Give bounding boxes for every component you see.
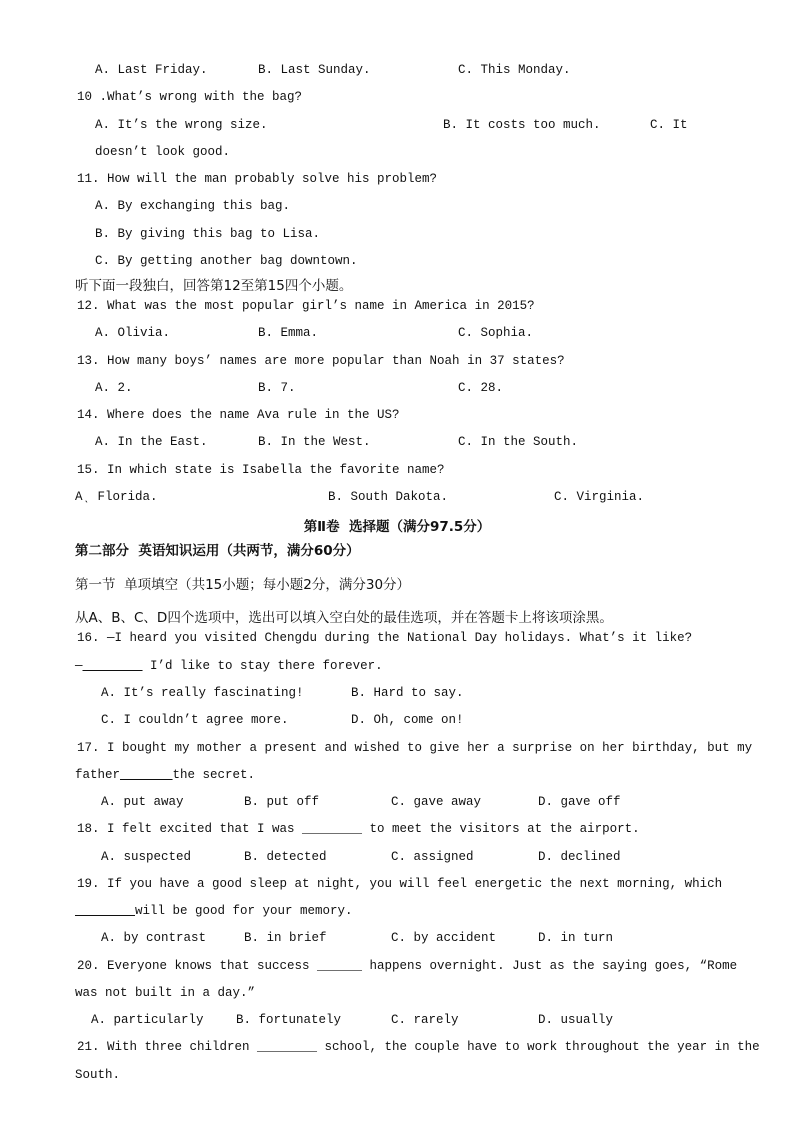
q10-option-c-continued: doesn’t look good.	[95, 145, 231, 159]
q15-option-b: B. South Dakota.	[328, 490, 449, 504]
q19-line2-post: will be good for your memory.	[135, 904, 353, 918]
q19-option-b: B. in brief	[244, 931, 327, 945]
q15-stem: 15. In which state is Isabella the favorite name?	[77, 463, 445, 477]
q10-option-a: A. It’s the wrong size.	[95, 118, 268, 132]
q12-option-a: A. Olivia.	[95, 326, 171, 340]
q18-option-a: A. suspected	[101, 850, 192, 864]
q20-line2: was not built in a day.”	[75, 986, 256, 1000]
monologue-instruction: 听下面一段独白，回答第12至第15四个小题。	[75, 278, 353, 294]
q14-option-c: C. In the South.	[458, 435, 579, 449]
section-1-heading: 第一节 单项填空（共15小题；每小题2分，满分30分）	[75, 577, 411, 593]
q21-line2: South.	[75, 1068, 121, 1082]
q21-stem: 21. With three children ________ school, the couple have to work throughout the year in the	[77, 1040, 760, 1054]
section-1-instruction: 从A、B、C、D四个选项中，选出可以填入空白处的最佳选项，并在答题卡上将该项涂黑。	[75, 610, 613, 626]
q17-option-b: B. put off	[244, 795, 320, 809]
q13-option-a: A. 2.	[95, 381, 133, 395]
q9-option-c: C. This Monday.	[458, 63, 571, 77]
q19-option-d: D. in turn	[538, 931, 614, 945]
q17-line2-pre: father	[75, 768, 121, 782]
q17-stem: 17. I bought my mother a present and wished to give her a surprise on her birthday, but my	[77, 741, 753, 755]
q11-option-c: C. By getting another bag downtown.	[95, 254, 358, 268]
q10-stem: 10 .What’s wrong with the bag?	[77, 90, 303, 104]
q19-blank: ________	[75, 904, 136, 918]
q16-option-c: C. I couldn’t agree more.	[101, 713, 289, 727]
q19-option-c: C. by accident	[391, 931, 497, 945]
q16-option-b: B. Hard to say.	[351, 686, 464, 700]
q13-option-c: C. 28.	[458, 381, 504, 395]
q19-option-a: A. by contrast	[101, 931, 207, 945]
volume-2-heading: 第Ⅱ卷 选择题（满分97.5分）	[303, 519, 491, 535]
q19-stem: 19. If you have a good sleep at night, you will feel energetic the next morning, which	[77, 877, 723, 891]
q16-dash: —	[75, 659, 83, 673]
q10-option-b: B. It costs too much.	[443, 118, 601, 132]
q18-option-d: D. declined	[538, 850, 621, 864]
q19-line2	[75, 903, 353, 919]
q11-option-b: B. By giving this bag to Lisa.	[95, 227, 321, 241]
q15-option-c: C. Virginia.	[554, 490, 645, 504]
q16-stem: 16. —I heard you visited Chengdu during the National Day holidays. What’s it like?	[77, 631, 693, 645]
q16-blank: ________	[82, 659, 143, 673]
q18-stem: 18. I felt excited that I was ________ to meet the visitors at the airport.	[77, 822, 640, 836]
q10-option-c: C. It	[650, 118, 688, 132]
q17-option-d: D. gave off	[538, 795, 621, 809]
q12-stem: 12. What was the most popular girl’s name in America in 2015?	[77, 299, 535, 313]
q20-option-a: A. particularly	[91, 1013, 204, 1027]
q16-line2-rest: I’d like to stay there forever.	[142, 659, 383, 673]
q14-option-a: A. In the East.	[95, 435, 208, 449]
q9-option-b: B. Last Sunday.	[258, 63, 371, 77]
q20-option-d: D. usually	[538, 1013, 614, 1027]
q17-option-c: C. gave away	[391, 795, 482, 809]
q12-option-c: C. Sophia.	[458, 326, 534, 340]
q9-option-a: A. Last Friday.	[95, 63, 208, 77]
q20-option-b: B. fortunately	[236, 1013, 342, 1027]
q18-option-b: B. detected	[244, 850, 327, 864]
q12-option-b: B. Emma.	[258, 326, 319, 340]
q14-option-b: B. In the West.	[258, 435, 371, 449]
q13-stem: 13. How many boys’ names are more popular than Noah in 37 states?	[77, 354, 565, 368]
q14-stem: 14. Where does the name Ava rule in the US?	[77, 408, 400, 422]
q16-line2	[75, 658, 383, 674]
q16-option-d: D. Oh, come on!	[351, 713, 464, 727]
part-2-heading: 第二部分 英语知识运用（共两节，满分60分）	[75, 543, 360, 559]
q20-option-c: C. rarely	[391, 1013, 459, 1027]
q17-blank: _______	[120, 768, 173, 782]
q17-line2	[75, 767, 255, 783]
q15-option-a: Aˎ Florida.	[75, 490, 158, 504]
q17-line2-post: the secret.	[172, 768, 256, 782]
q11-stem: 11. How will the man probably solve his problem?	[77, 172, 438, 186]
q11-option-a: A. By exchanging this bag.	[95, 199, 291, 213]
q20-stem: 20. Everyone knows that success ______ happens overnight. Just as the saying goes, “Rome	[77, 959, 738, 973]
q16-option-a: A. It’s really fascinating!	[101, 686, 304, 700]
q13-option-b: B. 7.	[258, 381, 296, 395]
q17-option-a: A. put away	[101, 795, 184, 809]
q18-option-c: C. assigned	[391, 850, 474, 864]
